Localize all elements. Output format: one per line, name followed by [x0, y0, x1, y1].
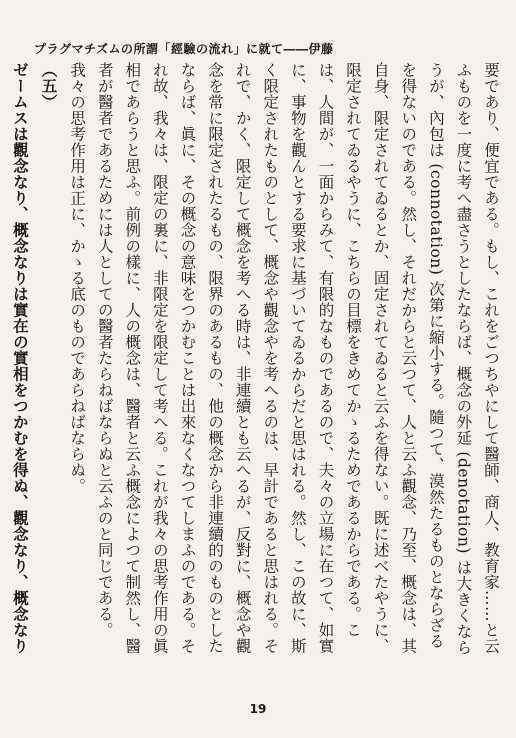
vertical-body-text	[12, 62, 504, 662]
running-head: プラグマチズムの所謂「經驗の流れ」に就て――伊藤	[34, 42, 334, 56]
page-number: 19	[249, 702, 267, 716]
section-heading: （五）	[39, 62, 59, 110]
section-first-line: ゼームスは觀念なり、概念なりは實在の實相をつかむを得ぬ、觀念なり、概念なり	[10, 62, 30, 654]
body-paragraph: 要であり、便宜である。もし、これをごつちやにして醫師、商人、教育家……と云ふものを一度に考へ盡さうとしたならば、概念の外延 (denotation) は大きくならうが、內包は (connotation) 次第に縮小する。隨つて、漠然たるものとならざるを得ないのである。然し、それだからと云つて、人と云ふ觀念、乃至、概念は、其自身、限定されてゐるとか、固定されてゐると云ふを得ない。既に述べたやうに、限定されてゐるやうに、こちらの目標をきめてかゝるためであるからである。こは、人間が、一面からみて、有限的なものであるので、夫々の立場に在つて、如實に、事物を觀んとする要求に基づいてゐるからだと思はれる。然し、この故に、斯く限定されたものとして、概念や觀念やを考へるのは、早計であると思はれる。それで、かく、限定して概念を考へる時は、非連續とも云へるが、反對に、概念や觀念を常に限定されたるもの、限界のあるもの、他の概念から非連續的のものとしたならば、眞に、その概念の意味をつかむことは出來なくなつてしまふのである。それ故、我々は、限定の裏に、非限定を限定して考へる。これが我々の思考作用の眞相であらうと思ふ。前例の樣に、人の概念は、醫者と云ふ概念によつて制然し、醫者が醫者であるためには人としての醫者たらねばならぬと云ふのと同じである。我々の思考作用は正に、かゝる底のものであらねばならぬ。	[68, 62, 500, 656]
